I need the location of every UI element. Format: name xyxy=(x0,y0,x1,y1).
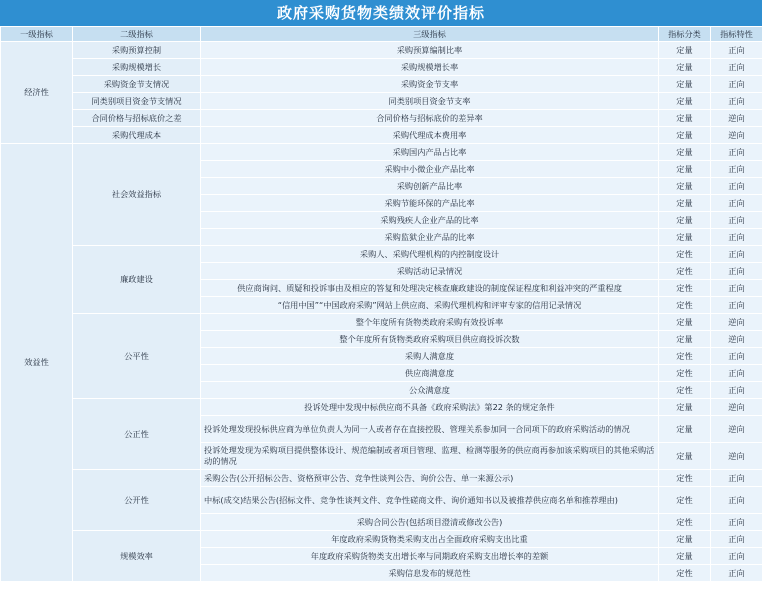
level3-cell: 采购公告(公开招标公告、资格预审公告、竞争性谈判公告、询价公告、单一来源公示) xyxy=(201,470,659,487)
category-cell: 定性 xyxy=(659,565,711,582)
level3-cell: 供应商满意度 xyxy=(201,365,659,382)
col-header-direction: 指标特性 xyxy=(711,27,762,42)
table-row xyxy=(1,59,762,76)
category-cell: 定量 xyxy=(659,443,711,470)
category-cell: 定量 xyxy=(659,531,711,548)
direction-cell: 正向 xyxy=(711,195,762,212)
level3-cell: 采购资金节支率 xyxy=(201,76,659,93)
col-header-level1: 一级指标 xyxy=(1,27,73,42)
category-cell: 定量 xyxy=(659,548,711,565)
direction-cell: 正向 xyxy=(711,229,762,246)
level3-cell: 采购规模增长率 xyxy=(201,59,659,76)
level2-cell: 采购规模增长 xyxy=(73,59,201,76)
table-row xyxy=(1,531,762,548)
level3-cell: 整个年度所有货物类政府采购有效投诉率 xyxy=(201,314,659,331)
direction-cell: 正向 xyxy=(711,514,762,531)
table-row xyxy=(1,42,762,59)
level2-cell: 公平性 xyxy=(73,314,201,399)
level3-cell: 采购残疾人企业产品的比率 xyxy=(201,212,659,229)
level3-cell: “信用中国”“中国政府采购”网站上供应商、采购代理机构和评审专家的信用记录情况 xyxy=(201,297,659,314)
header-row xyxy=(1,27,762,42)
level3-cell: 投诉处理中发现中标供应商不具备《政府采购法》第22 条的规定条件 xyxy=(201,399,659,416)
category-cell: 定量 xyxy=(659,416,711,443)
direction-cell: 逆向 xyxy=(711,331,762,348)
direction-cell: 正向 xyxy=(711,548,762,565)
level2-cell: 合同价格与招标底价之差 xyxy=(73,110,201,127)
level3-cell: 采购中小微企业产品比率 xyxy=(201,161,659,178)
direction-cell: 正向 xyxy=(711,531,762,548)
level3-cell: 采购国内产品占比率 xyxy=(201,144,659,161)
direction-cell: 正向 xyxy=(711,365,762,382)
table-row xyxy=(1,127,762,144)
table-row xyxy=(1,314,762,331)
direction-cell: 正向 xyxy=(711,144,762,161)
category-cell: 定性 xyxy=(659,280,711,297)
category-cell: 定性 xyxy=(659,246,711,263)
level3-cell: 采购人满意度 xyxy=(201,348,659,365)
level3-cell: 采购人、采购代理机构的内控制度设计 xyxy=(201,246,659,263)
col-header-level3: 三级指标 xyxy=(201,27,659,42)
category-cell: 定性 xyxy=(659,348,711,365)
direction-cell: 正向 xyxy=(711,382,762,399)
category-cell: 定性 xyxy=(659,263,711,280)
level3-cell: 中标(成交)结果公告(招标文件、竞争性谈判文件、竞争性磋商文件、询价通知书以及被推荐供应商名单和推荐理由) xyxy=(201,487,659,514)
category-cell: 定量 xyxy=(659,110,711,127)
level3-cell: 采购监狱企业产品的比率 xyxy=(201,229,659,246)
category-cell: 定量 xyxy=(659,59,711,76)
indicator-table xyxy=(0,26,762,582)
category-cell: 定性 xyxy=(659,514,711,531)
level2-cell: 规模效率 xyxy=(73,531,201,582)
col-header-category: 指标分类 xyxy=(659,27,711,42)
category-cell: 定量 xyxy=(659,212,711,229)
level3-cell: 年度政府采购货物类支出增长率与同期政府采购支出增长率的差额 xyxy=(201,548,659,565)
level3-cell: 投诉处理发现为采购项目提供整体设计、规范编制或者项目管理、监理、检测等服务的供应商再参加该采购项目的其他采购活动的情况 xyxy=(201,443,659,470)
category-cell: 定性 xyxy=(659,470,711,487)
category-cell: 定量 xyxy=(659,127,711,144)
direction-cell: 正向 xyxy=(711,76,762,93)
table-row xyxy=(1,470,762,487)
category-cell: 定量 xyxy=(659,42,711,59)
category-cell: 定量 xyxy=(659,161,711,178)
category-cell: 定量 xyxy=(659,195,711,212)
direction-cell: 正向 xyxy=(711,348,762,365)
level2-cell: 公正性 xyxy=(73,399,201,470)
level3-cell: 年度政府采购货物类采购支出占全面政府采购支出比重 xyxy=(201,531,659,548)
table-row xyxy=(1,110,762,127)
category-cell: 定量 xyxy=(659,93,711,110)
direction-cell: 正向 xyxy=(711,246,762,263)
level3-cell: 采购信息发布的规范性 xyxy=(201,565,659,582)
level3-cell: 采购活动记录情况 xyxy=(201,263,659,280)
level3-cell: 采购节能环保的产品比率 xyxy=(201,195,659,212)
level3-cell: 采购代理成本费用率 xyxy=(201,127,659,144)
direction-cell: 正向 xyxy=(711,212,762,229)
category-cell: 定量 xyxy=(659,178,711,195)
direction-cell: 正向 xyxy=(711,42,762,59)
level2-cell: 社会效益指标 xyxy=(73,144,201,246)
direction-cell: 逆向 xyxy=(711,127,762,144)
category-cell: 定量 xyxy=(659,229,711,246)
table-row xyxy=(1,144,762,161)
category-cell: 定量 xyxy=(659,331,711,348)
level3-cell: 采购合同公告(包括项目澄清或修改公告) xyxy=(201,514,659,531)
direction-cell: 逆向 xyxy=(711,443,762,470)
category-cell: 定量 xyxy=(659,314,711,331)
level2-cell: 同类别项目资金节支情况 xyxy=(73,93,201,110)
category-cell: 定量 xyxy=(659,76,711,93)
direction-cell: 正向 xyxy=(711,59,762,76)
direction-cell: 逆向 xyxy=(711,110,762,127)
level1-cell: 经济性 xyxy=(1,42,73,144)
level3-cell: 合同价格与招标底价的差异率 xyxy=(201,110,659,127)
table-row xyxy=(1,93,762,110)
direction-cell: 正向 xyxy=(711,263,762,280)
level3-cell: 整个年度所有货物类政府采购项目供应商投诉次数 xyxy=(201,331,659,348)
direction-cell: 逆向 xyxy=(711,314,762,331)
direction-cell: 正向 xyxy=(711,93,762,110)
level1-cell: 效益性 xyxy=(1,144,73,582)
page-title: 政府采购货物类绩效评价指标 xyxy=(0,0,762,26)
category-cell: 定量 xyxy=(659,399,711,416)
table-row xyxy=(1,399,762,416)
col-header-level2: 二级指标 xyxy=(73,27,201,42)
direction-cell: 正向 xyxy=(711,565,762,582)
table-row xyxy=(1,246,762,263)
level3-cell: 采购创新产品比率 xyxy=(201,178,659,195)
category-cell: 定性 xyxy=(659,382,711,399)
category-cell: 定性 xyxy=(659,487,711,514)
level2-cell: 廉政建设 xyxy=(73,246,201,314)
direction-cell: 正向 xyxy=(711,178,762,195)
category-cell: 定性 xyxy=(659,297,711,314)
direction-cell: 逆向 xyxy=(711,399,762,416)
level3-cell: 采购预算编制比率 xyxy=(201,42,659,59)
level2-cell: 采购资金节支情况 xyxy=(73,76,201,93)
level3-cell: 公众满意度 xyxy=(201,382,659,399)
level3-cell: 供应商询问、质疑和投诉事由及相应的答复和处理决定核查廉政建设的制度保证程度和利益冲突的严重程度 xyxy=(201,280,659,297)
direction-cell: 正向 xyxy=(711,470,762,487)
level2-cell: 公开性 xyxy=(73,470,201,531)
table-row xyxy=(1,76,762,93)
direction-cell: 正向 xyxy=(711,297,762,314)
level2-cell: 采购预算控制 xyxy=(73,42,201,59)
direction-cell: 正向 xyxy=(711,280,762,297)
level2-cell: 采购代理成本 xyxy=(73,127,201,144)
direction-cell: 逆向 xyxy=(711,416,762,443)
level3-cell: 投诉处理发现投标供应商为单位负责人为同一人或者存在直接控股、管理关系参加同一合同项下的政府采购活动的情况 xyxy=(201,416,659,443)
category-cell: 定量 xyxy=(659,144,711,161)
level3-cell: 同类别项目资金节支率 xyxy=(201,93,659,110)
direction-cell: 正向 xyxy=(711,161,762,178)
direction-cell: 正向 xyxy=(711,487,762,514)
category-cell: 定性 xyxy=(659,365,711,382)
